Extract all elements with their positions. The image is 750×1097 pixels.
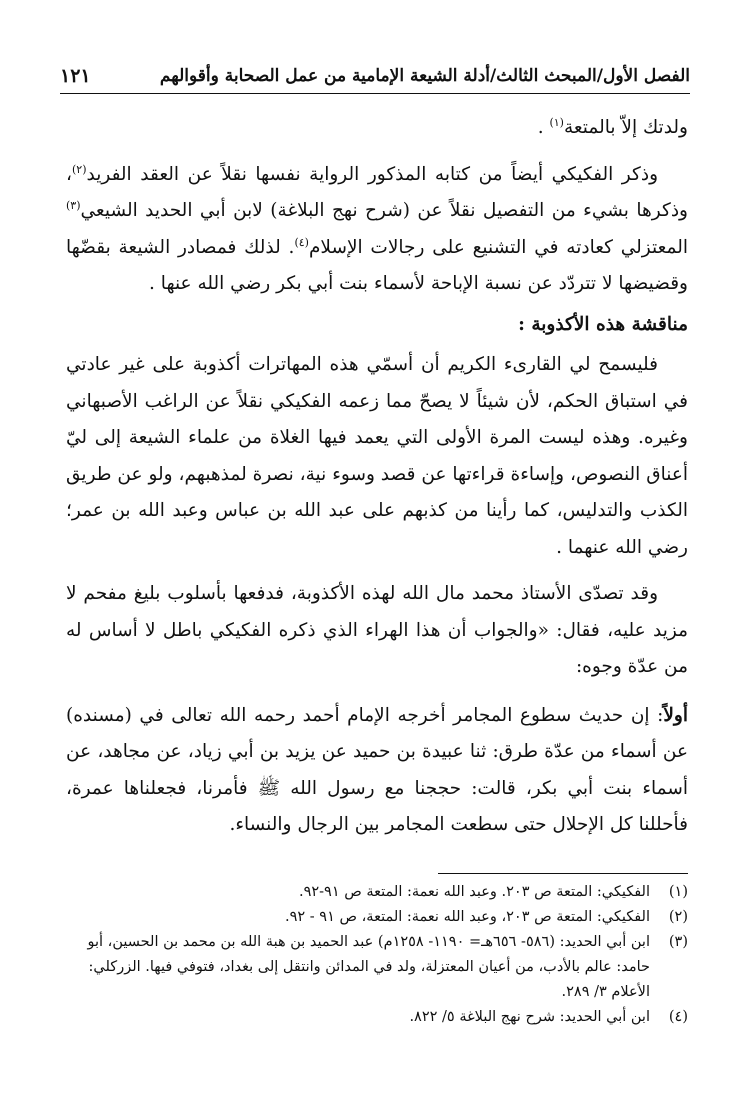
footnote-text: ابن أبي الحديد: (٥٨٦- ٦٥٦هـ= ١١٩٠- ١٢٥٨م) عبد الحميد بن هبة الله بن محمد بن الحسين، أبو حامد: عالم بالأدب، من أعيان المعتزلة، ولد في المدائن وانتقل إلى بغداد، فتوفي فيها. الزركلي: الأعلام ٣/ ٢٨٩. [87, 934, 650, 1000]
paragraph-2-part-c: المعتزلي كعادته في التشنيع على رجالات الإسلام [308, 236, 688, 258]
footnote-ref-3[interactable]: (٣) [66, 198, 81, 212]
footnote-number: (٤) [668, 1009, 688, 1025]
footnotes [66, 880, 688, 1030]
footnote-text: الفكيكي: المتعة ص ٢٠٣، وعبد الله نعمة: المتعة، ص ٩١ - ٩٢. [284, 909, 650, 925]
paragraph-5 [66, 698, 688, 844]
paragraph-2-part-a: وذكر الفكيكي أيضاً من كتابه المذكور الرواية نفسها نقلاً عن العقد الفريد [86, 163, 658, 185]
footnote-item [66, 1005, 688, 1030]
footnote-number: (١) [668, 884, 688, 900]
footnote-ref-2[interactable]: (٢) [71, 162, 87, 176]
paragraph-5-lead: أولاً [663, 704, 688, 726]
paragraph-2-part-d: . لذلك فمصادر الشيعة بقضّها وقضيضها لا تتردّد عن نسبة الإباحة لأسماء بنت أبي بكر رضي الله عنها . [66, 236, 688, 294]
footnote-number: (٢) [668, 909, 688, 925]
footnote-item [66, 930, 688, 1005]
footnote-ref-1[interactable]: (١) [549, 115, 564, 129]
paragraph-2-part-b: ، وذكرها بشيء من التفصيل نقلاً عن (شرح نهج البلاغة) لابن أبي الحديد الشيعي [66, 163, 688, 221]
footnote-ref-4[interactable]: (٤) [294, 235, 309, 249]
footnote-rule [438, 873, 688, 874]
footnote-item [66, 880, 688, 905]
paragraph-2 [66, 157, 688, 303]
paragraph-1 [66, 110, 688, 147]
paragraph-3: فليسمح لي القارىء الكريم أن أسمّي هذه المهاترات أكذوبة على غير عادتي في استباق الحكم، لأن شيئاً لا يصحّ مما زعمه الفكيكي نقلاً عن الراغب الأصبهاني وغيره. وهذه ليست المرة الأولى التي يعمد فيها الغلاة من علماء الشيعة إلى ليّ أعناق النصوص، وإساءة قراءتها عن قصد وسوء نية، نصرة لمذهبهم، ولو عن طريق الكذب والتدليس، كما رأينا من كذبهم على عبد الله بن عباس وعبد الله بن عمر؛ رضي الله عنهما . [66, 354, 688, 558]
section-heading: مناقشة هذه الأكذوبة : [518, 313, 688, 335]
footnote-number: (٣) [668, 934, 688, 950]
footnote-text: ابن أبي الحديد: شرح نهج البلاغة ٥/ ٨٢٢. [409, 1009, 650, 1025]
paragraph-1-end: . [537, 117, 550, 138]
paragraph-4: وقد تصدّى الأستاذ محمد مال الله لهذه الأكذوبة، فدفعها بأسلوب بليغ مفحم لا مزيد عليه، فقال: «والجواب أن هذا الهراء الذي ذكره الفكيكي باطل لا أساس له من عدّة وجوه: [66, 583, 688, 677]
page-number: ١٢١ [60, 65, 91, 87]
body-text [66, 110, 688, 844]
running-title: الفصل الأول/المبحث الثالث/أدلة الشيعة الإمامية من عمل الصحابة وأقوالهم [159, 66, 690, 86]
footnote-text: الفكيكي: المتعة ص ٢٠٣. وعبد الله نعمة: المتعة ص ٩١-٩٢. [298, 884, 650, 900]
footnote-item [66, 905, 688, 930]
paragraph-5-text: : إن حديث سطوع المجامر أخرجه الإمام أحمد رحمه الله تعالى في (مسنده) عن أسماء من عدّة طرق: ثنا عبيدة بن حميد عن يزيد بن أبي زياد، عن مجاهد، عن أسماء بنت أبي بكر، قالت: حججنا مع رسول الله ﷺ فأمرنا، فجعلناها عمرة، فأحللنا كل الإحلال حتى سطعت المجامر بين الرجال والنساء. [66, 704, 688, 835]
running-header [60, 62, 690, 90]
header-rule [60, 93, 690, 94]
paragraph-1-text: ولدتك إلاّ بالمتعة [563, 117, 688, 138]
